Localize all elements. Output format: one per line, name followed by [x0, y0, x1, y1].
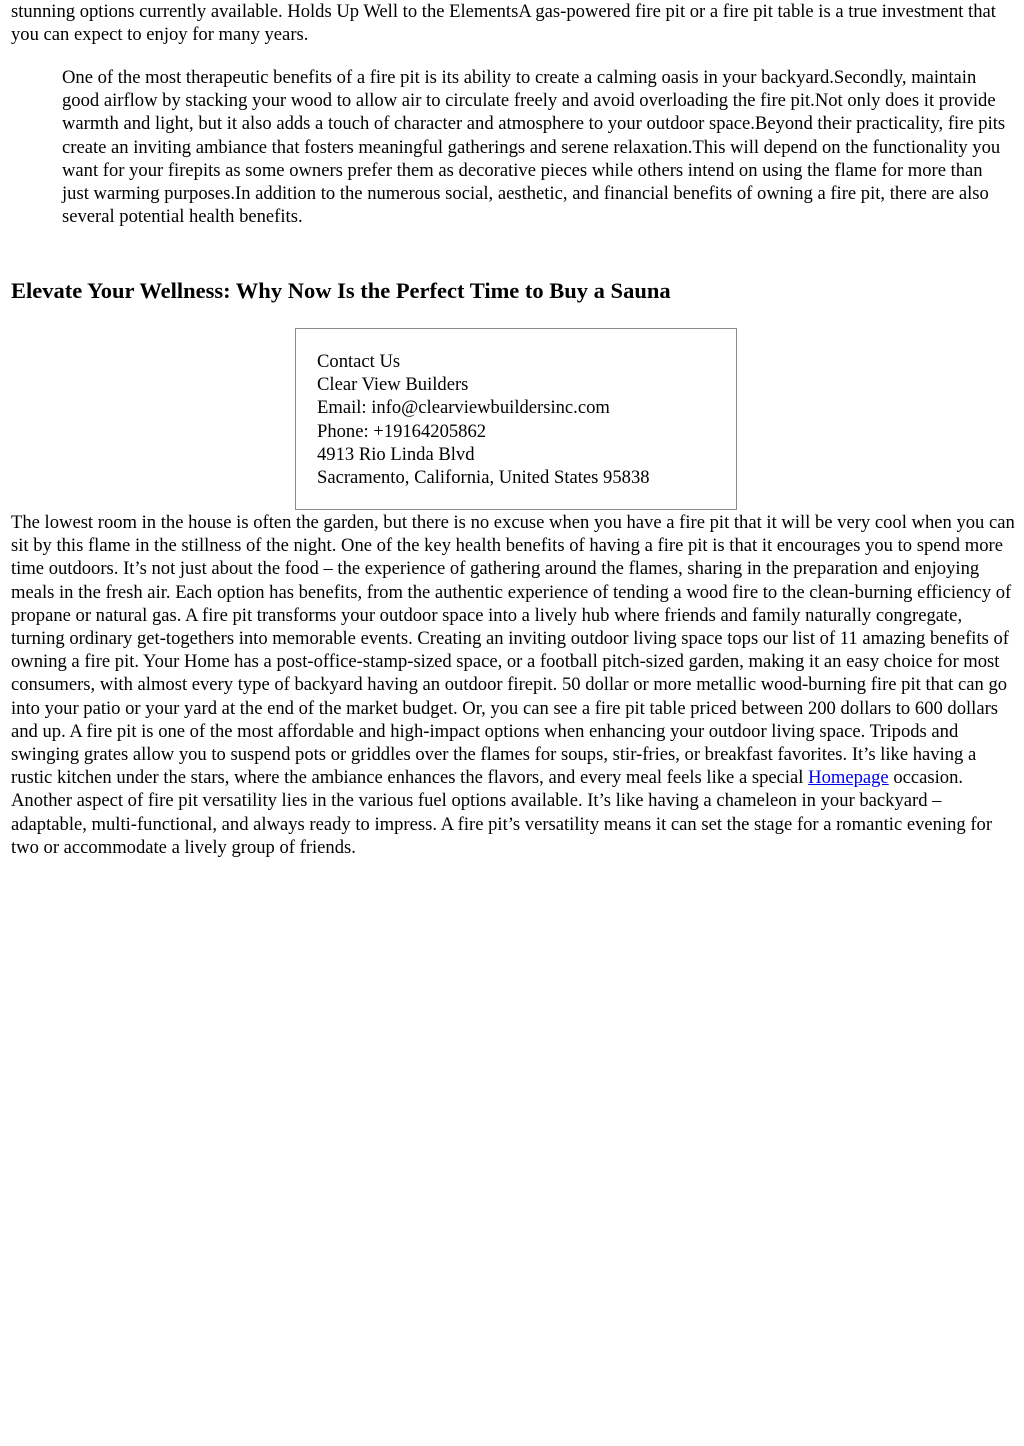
- homepage-link[interactable]: Homepage: [808, 767, 889, 789]
- blockquote-paragraph: One of the most therapeutic benefits of a fire pit is its ability to create a calming oasis in your backyard.Secondly, maintain good airflow by stacking your wood to allow air to circulate freely and avoid overloading the fire pit.Not only does it provide warmth and light, but it also adds a touch of character and atmosphere to your outdoor space.Beyond their practicality, fire pits create an inviting ambiance that fosters meaningful gatherings and serene relaxation.This will depend on the functionality you want for your firepits as some owners prefer them as decorative pieces while others intend on using the flame for more than just warming purposes.In addition to the numerous social, aesthetic, and financial benefits of owning a fire pit, there are also several potential health benefits.: [62, 67, 1006, 228]
- body-paragraph: [11, 511, 1017, 859]
- contact-city: Sacramento, California, United States 95838: [317, 467, 650, 489]
- contact-box: [295, 328, 737, 510]
- intro-paragraph: stunning options currently available. Holds Up Well to the ElementsA gas-powered fire pit or a fire pit table is a true investment that you can expect to enjoy for many years.: [11, 1, 996, 46]
- contact-phone: Phone: +19164205862: [317, 420, 487, 442]
- contact-title: Contact Us: [317, 351, 401, 372]
- article-page: [11, 0, 1015, 858]
- section-heading: Elevate Your Wellness: Why Now Is the Perfect Time to Buy a Sauna: [11, 278, 671, 303]
- contact-email: Email: info@clearviewbuildersinc.com: [317, 397, 610, 419]
- body-text-before-link: The lowest room in the house is often the garden, but there is no excuse when you have a fire pit that it will be very cool when you can sit by this flame in the stillness of the night. One of the key health benefits of having a fire pit is that it encourages you to spend more time outdoors. It’s not just about the food – the experience of gathering around the flames, sharing in the preparation and enjoying meals in the fresh air. Each option has benefits, from the authentic experience of tending a wood fire to the clean-burning efficiency of propane or natural gas. A fire pit transforms your outdoor space into a lively hub where friends and family naturally congregate, turning ordinary get-togethers into memorable events. Creating an inviting outdoor living space tops our list of 11 amazing benefits of owning a fire pit. Your Home has a post-office-stamp-sized space, or a football pitch-sized garden, making it an easy choice for most consumers, with almost every type of backyard having an outdoor firepit. 50 dollar or more metallic wood-burning fire pit that can go into your patio or your yard at the end of the market budget. Or, you can see a fire pit table priced between 200 dollars to 600 dollars and up. A fire pit is one of the most affordable and high-impact options when enhancing your outdoor living space. Tripods and swinging grates allow you to suspend pots or griddles over the flames for soups, stir-fries, or breakfast favorites. It’s like having a rustic kitchen under the stars, where the ambiance enhances the flavors, and every meal feels like a special: [11, 512, 1015, 789]
- contact-company: Clear View Builders: [317, 374, 469, 396]
- contact-street: 4913 Rio Linda Blvd: [317, 443, 475, 465]
- body-text-after-link: occasion. Another aspect of fire pit versatility lies in the various fuel options available. It’s like having a chameleon in your backyard – adaptable, multi-functional, and always ready to impress. A fire pit’s versatility means it can set the stage for a romantic evening for two or accommodate a lively group of friends.: [11, 767, 993, 858]
